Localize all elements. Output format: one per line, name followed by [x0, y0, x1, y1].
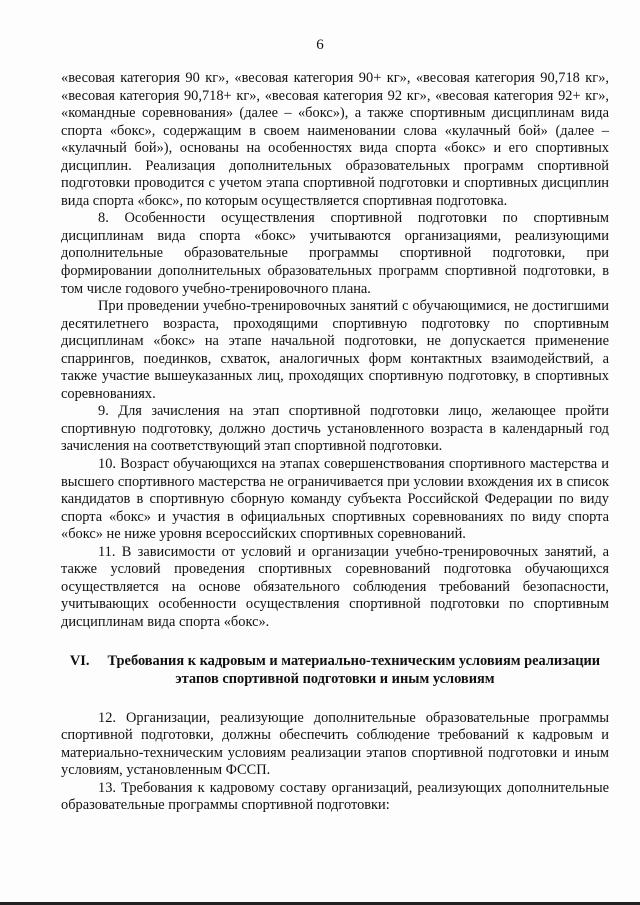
paragraph-10: 10. Возраст обучающихся на этапах совершенствования спортивного мастерства и высшего спортивного мастерства не ограничивается при условии вхождения их в список кандидатов в спортивную сборную команду субъекта Российской Федерации по виду спорта «бокс» и участия в официальных спортивных соревнованиях по виду спорта «бокс» не ниже уровня всероссийских спортивных соревнований.	[61, 456, 609, 543]
paragraph-8: 8. Особенности осуществления спортивной подготовки по спортивным дисциплинам вида спорта «бокс» учитываются организациями, реализующими дополнительные образовательные программы спортивной подготовки, при формировании дополнительных образовательных программ спортивной подготовки, в том числе годового учебно-тренировочного плана.	[61, 210, 609, 297]
paragraph-9: 9. Для зачисления на этап спортивной подготовки лицо, желающее пройти спортивную подготовку, должно достичь установленного возраста в календарный год зачисления на соответствующий этап спортивной подготовки.	[61, 403, 609, 455]
page-number: 6	[316, 37, 324, 53]
section-number: VI.	[69, 652, 90, 669]
paragraph-sparring-restriction: При проведении учебно-тренировочных занятий с обучающимися, не достигшими десятилетнего возраста, проходящими спортивную подготовку по спортивным дисциплинам «бокс» на этапе начальной подготовки, не допускается применение спаррингов, поединков, схваток, аналогичных форм контактных взаимодействий, а также участие вышеуказанных лиц, проходящих спортивную подготовку, в спортивных соревнованиях.	[61, 298, 609, 402]
section-heading	[61, 652, 609, 688]
paragraph-weight-categories: «весовая категория 90 кг», «весовая категория 90+ кг», «весовая категория 90,718 кг», «весовая категория 90,718+ кг», «весовая категория 92 кг», «весовая категория 92+ кг», «командные соревнования» (далее – «бокс»), а также спортивным дисциплинам вида спорта «бокс», содержащим в своем наименовании слова «кулачный бой» (далее – «кулачный бой»), основаны на особенностях вида спорта «бокс» и его спортивных дисциплин. Реализация дополнительных образовательных программ спортивной подготовки проводится с учетом этапа спортивной подготовки и спортивных дисциплин вида спорта «бокс», по которым осуществляется спортивная подготовка.	[61, 70, 609, 209]
paragraph-11: 11. В зависимости от условий и организации учебно-тренировочных занятий, а также условий проведения спортивных соревнований подготовка обучающихся осуществляется на основе обязательного соблюдения требований безопасности, учитывающих особенности осуществления спортивной подготовки по спортивным дисциплинам вида спорта «бокс».	[61, 543, 609, 630]
paragraph-13: 13. Требования к кадровому составу организаций, реализующих дополнительные образовательные программы спортивной подготовки:	[61, 779, 609, 814]
document-body	[61, 70, 609, 815]
paragraph-12: 12. Организации, реализующие дополнительные образовательные программы спортивной подготовки, должны обеспечить соблюдение требований к кадровым и материально-техническим условиям реализации этапов спортивной подготовки и иным условиям, установленным ФССП.	[61, 709, 609, 779]
section-title: Требования к кадровым и материально-техническим условиям реализации этапов спортивной подготовки и иным условиям	[107, 652, 601, 687]
